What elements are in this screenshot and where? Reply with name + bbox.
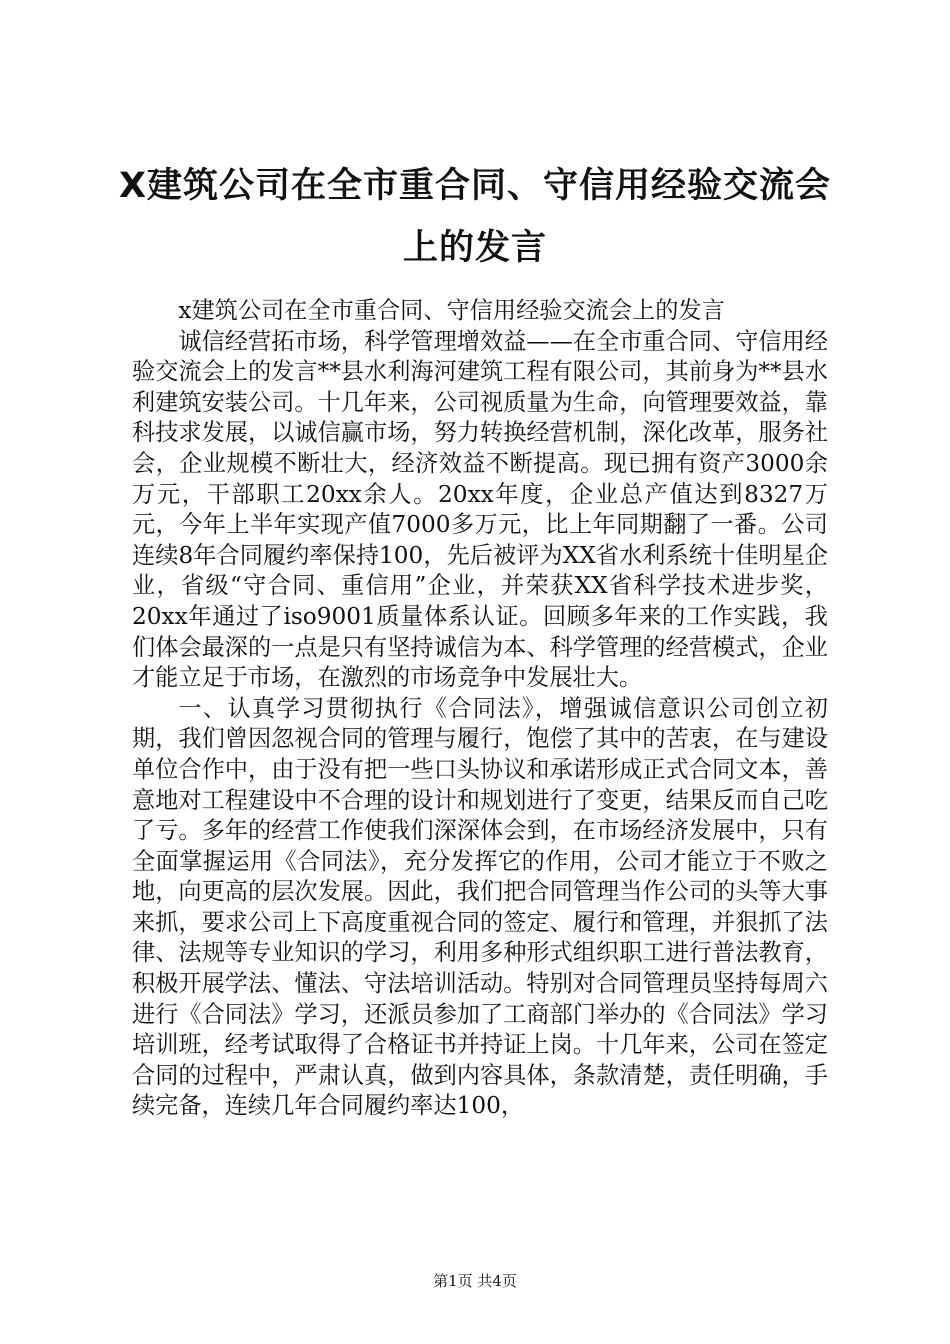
page-number-footer: 第1页 共4页 <box>433 1272 517 1290</box>
paragraph-section-one: 一、认真学习贯彻执行《合同法》，增强诚信意识公司创立初期，我们曾因忽视合同的管理与履行，饱偿了其中的苦衷，在与建设单位合作中，由于没有把一些口头协议和承诺形成正式合同文本，善意地对工程建设中不合理的设计和规划进行了变更，结果反而自己吃了亏。多年的经营工作使我们深深体会到，在市场经济发展中，只有全面掌握运用《合同法》，充分发挥它的作用，公司才能立于不败之地，向更高的层次发展。因此，我们把合同管理当作公司的头等大事来抓，要求公司上下高度重视合同的签定、履行和管理，并狠抓了法律、法规等专业知识的学习，利用多种形式组织职工进行普法教育，积极开展学法、懂法、守法培训活动。特别对合同管理员坚持每周六进行《合同法》学习，还派员参加了工商部门举办的《合同法》学习培训班，经考试取得了合格证书并持证上岗。十几年来，公司在签定合同的过程中，严肃认真，做到内容具体，条款清楚，责任明确，手续完备，连续几年合同履约率达100， <box>132 694 828 1120</box>
paragraph-heading: x建筑公司在全市重合同、守信用经验交流会上的发言 <box>178 297 725 324</box>
paragraph-intro: 诚信经营拓市场，科学管理增效益——在全市重合同、守信用经验交流会上的发言**县水利海河建筑工程有限公司，其前身为**县水利建筑安装公司。十几年来，公司视质量为生命，向管理要效益，靠科技求发展，以诚信赢市场，努力转换经营机制，深化改革，服务社会，企业规模不断壮大，经济效益不断提高。现已拥有资产3000余万元，干部职工20xx余人。20xx年度，企业总产值达到8327万元，今年上半年实现产值7000多万元，比上年同期翻了一番。公司连续8年合同履约率保持100，先后被评为XX省水利系统十佳明星企业，省级“守合同、重信用”企业，并荣获XX省科学技术进步奖，20xx年通过了iso9001质量体系认证。回顾多年来的工作实践，我们体会最深的一点是只有坚持诚信为本、科学管理的经营模式，企业才能立足于市场，在激烈的市场竞争中发展壮大。 <box>132 327 828 692</box>
document-title: X建筑公司在全市重合同、守信用经验交流会上的发言 <box>119 166 831 268</box>
document-body <box>132 296 828 1122</box>
